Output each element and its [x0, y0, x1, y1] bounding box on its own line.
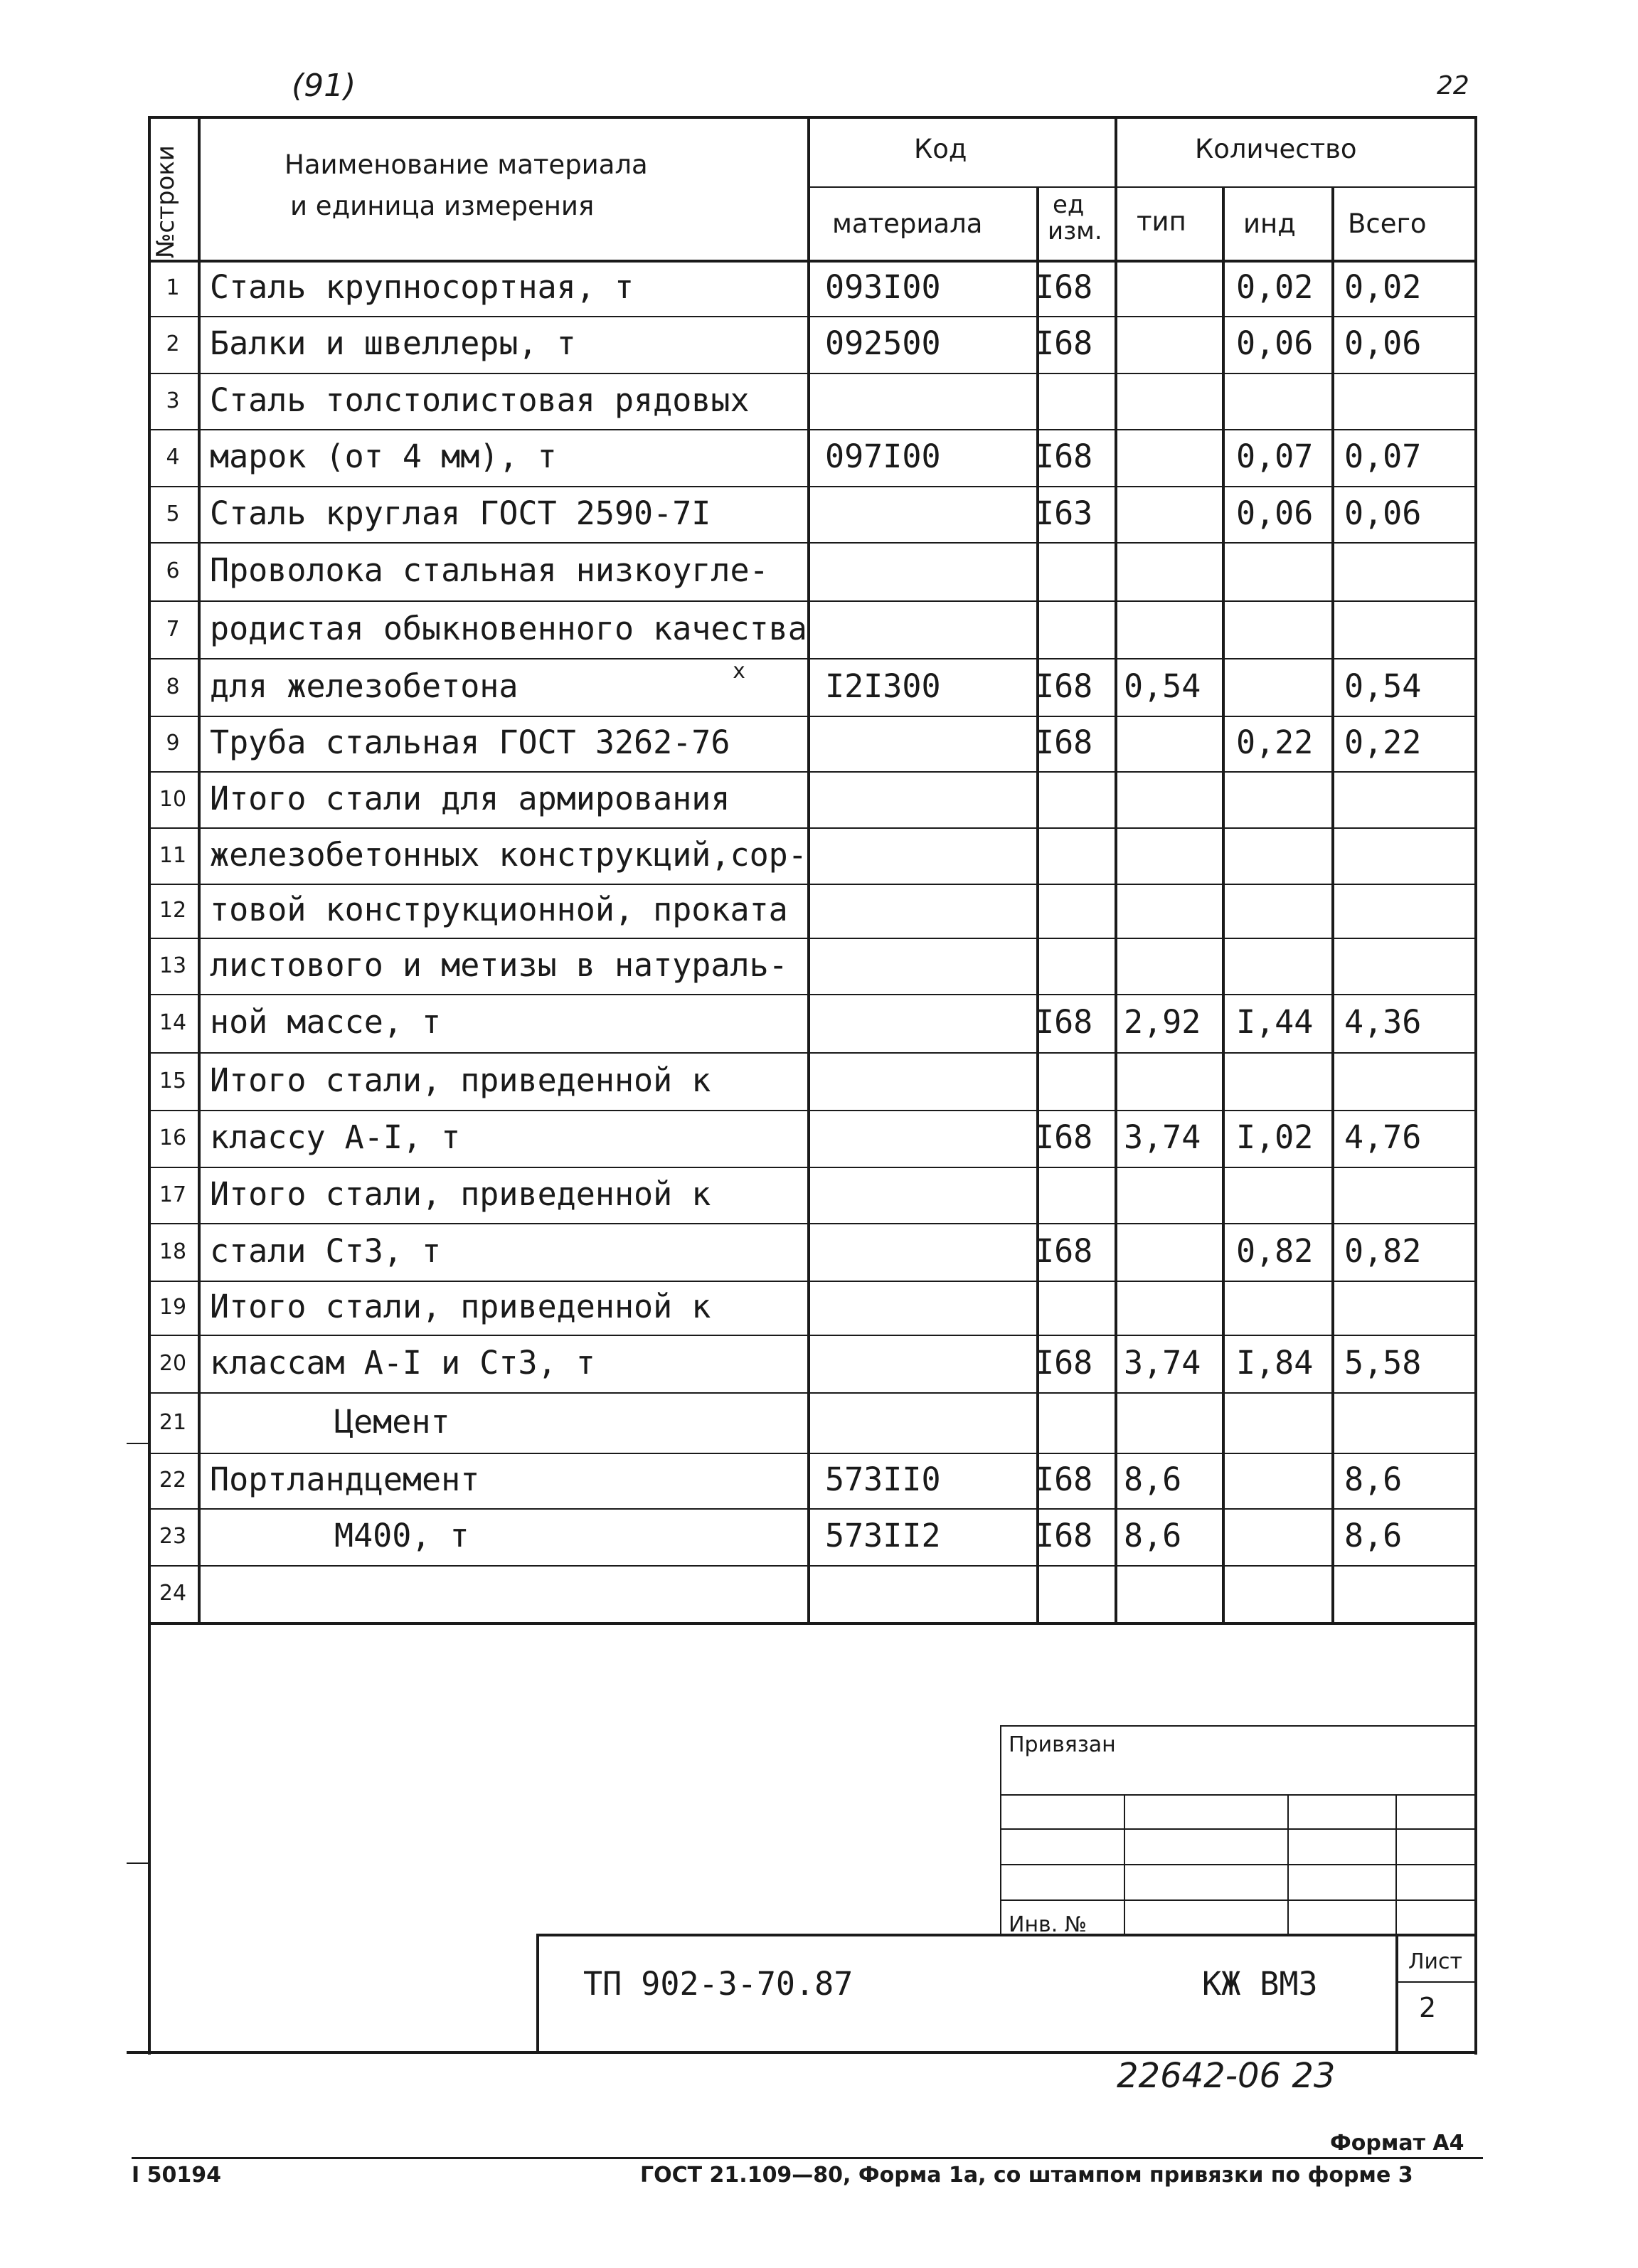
- row-number: 17: [159, 1182, 187, 1207]
- material-name: Итого стали, приведенной к: [210, 1288, 711, 1325]
- material-name: Цемент: [334, 1402, 450, 1441]
- column-line: [807, 116, 810, 1622]
- material-name: Балки и швеллеры, т: [210, 324, 576, 362]
- qty-total: 0,06: [1344, 494, 1422, 532]
- stamp-line: [1000, 1794, 1477, 1796]
- unit-code: I68: [1035, 1118, 1093, 1156]
- column-line: [1115, 116, 1117, 1622]
- row-number: 14: [159, 1010, 187, 1035]
- row-number: 8: [166, 674, 180, 699]
- row-number: 12: [159, 898, 187, 923]
- row-line: [148, 600, 1477, 602]
- stamp-line: [1395, 1934, 1398, 2051]
- unit-code: I68: [1035, 1517, 1093, 1554]
- row-number: 4: [166, 445, 180, 470]
- material-name: ной массе, т: [210, 1003, 442, 1041]
- row-line: [148, 827, 1477, 829]
- row-line: [148, 994, 1477, 995]
- qty-total: 0,02: [1344, 267, 1422, 306]
- row-number: 3: [166, 388, 180, 413]
- handwritten-number: 22642-06 23: [1117, 2056, 1336, 2096]
- material-name: Портландцемент: [210, 1461, 480, 1498]
- frame-bottom-line: [127, 2051, 1477, 2054]
- name-header-line1: Наименование материала: [284, 149, 648, 180]
- row-line: [148, 486, 1477, 487]
- quantity-header: Количество: [1195, 134, 1357, 164]
- row-line: [148, 1508, 1477, 1510]
- unit-code: I68: [1035, 1461, 1093, 1498]
- stamp-line: [536, 1934, 1477, 1936]
- stamp-line: [1395, 1981, 1477, 1983]
- column-line: [1036, 186, 1039, 1622]
- stamp-line: [1000, 1725, 1001, 1934]
- margin-tick: [127, 1443, 148, 1444]
- stamp-line: [1124, 1794, 1125, 1934]
- row-line: [148, 1392, 1477, 1394]
- row-line: [148, 1167, 1477, 1168]
- footnote-mark: x: [733, 658, 746, 684]
- stamp-line: [1000, 1899, 1477, 1901]
- qty-total: 0,07: [1344, 438, 1422, 475]
- row-number: 9: [166, 731, 180, 756]
- row-line: [148, 429, 1477, 430]
- stamp-line: [1395, 1794, 1397, 1934]
- column-line: [1222, 186, 1225, 1622]
- row-line: [148, 373, 1477, 374]
- table-top-line: [148, 116, 1477, 119]
- row-line: [148, 1453, 1477, 1454]
- row-line: [148, 542, 1477, 544]
- typ-header: тип: [1137, 206, 1186, 237]
- stamp-line: [1287, 1794, 1289, 1934]
- qty-total: 0,82: [1344, 1231, 1422, 1270]
- qty-total: 8,6: [1344, 1461, 1403, 1498]
- material-code-header: материала: [832, 208, 983, 239]
- material-name: М400, т: [334, 1517, 469, 1554]
- stamp-line: [1000, 1828, 1477, 1830]
- footer-standard: ГОСТ 21.109—80, Форма 1а, со штампом привязки по форме 3: [640, 2163, 1413, 2188]
- format-label: Формат А4: [1330, 2131, 1464, 2156]
- material-name: листового и метизы в натураль-: [210, 945, 788, 984]
- ind-header: инд: [1243, 208, 1296, 239]
- top-left-mark: (91): [292, 68, 356, 104]
- material-code: 093I00: [825, 267, 941, 306]
- material-code: 092500: [825, 324, 941, 362]
- unit-code: I68: [1035, 667, 1093, 705]
- material-name: Проволока стальная низкоугле-: [210, 551, 769, 589]
- row-number: 5: [166, 501, 180, 526]
- total-header: Всего: [1348, 208, 1427, 239]
- row-line: [148, 1052, 1477, 1054]
- table-bottom-line: [148, 1622, 1477, 1625]
- material-name: классу А-I, т: [210, 1118, 461, 1156]
- material-name: товой конструкционной, проката: [210, 891, 788, 928]
- row-line: [148, 658, 1477, 659]
- row-line: [148, 1223, 1477, 1224]
- row-number: 21: [159, 1409, 187, 1435]
- column-line: [198, 116, 201, 1622]
- qty-typ: 2,92: [1124, 1003, 1201, 1041]
- qty-typ: 0,54: [1124, 667, 1201, 705]
- qty-ind: I,44: [1236, 1003, 1314, 1041]
- name-header-line2: и единица измерения: [290, 191, 595, 221]
- material-name: Сталь крупносортная, т: [210, 267, 634, 306]
- material-name: Труба стальная ГОСТ 3262-76: [210, 724, 730, 761]
- row-line: [148, 1281, 1477, 1282]
- material-name: марок (от 4 мм), т: [210, 438, 557, 475]
- row-number: 16: [159, 1125, 187, 1150]
- qty-typ: 8,6: [1124, 1461, 1182, 1498]
- row-number: 20: [159, 1350, 187, 1376]
- sheet-label: Лист: [1408, 1949, 1463, 1974]
- qty-typ: 3,74: [1124, 1343, 1201, 1382]
- qty-total: 0,22: [1344, 724, 1422, 761]
- row-number: 23: [159, 1524, 187, 1549]
- qty-total: 0,06: [1344, 324, 1422, 362]
- unit-code: I68: [1035, 1231, 1093, 1270]
- qty-ind: 0,02: [1236, 267, 1314, 306]
- qty-ind: 0,06: [1236, 494, 1314, 532]
- unit-code: I68: [1035, 438, 1093, 475]
- row-number: 22: [159, 1468, 187, 1493]
- row-line: [148, 884, 1477, 885]
- material-name: стали Ст3, т: [210, 1231, 442, 1270]
- qty-total: 8,6: [1344, 1517, 1403, 1554]
- row-line: [148, 1335, 1477, 1336]
- qty-total: 4,76: [1344, 1118, 1422, 1156]
- row-number: 1: [166, 275, 180, 300]
- stamp-line: [1000, 1864, 1477, 1865]
- qty-total: 5,58: [1344, 1343, 1422, 1382]
- row-number: 18: [159, 1239, 187, 1264]
- unit-header-line1: ед: [1053, 191, 1085, 219]
- row-number: 2: [166, 332, 180, 356]
- material-code: 573II2: [825, 1517, 941, 1554]
- material-name: родистая обыкновенного качества: [210, 609, 807, 647]
- unit-header-line2: изм.: [1048, 217, 1102, 245]
- row-number: 10: [159, 786, 187, 812]
- unit-code: I68: [1035, 267, 1093, 306]
- margin-tick: [127, 1862, 148, 1864]
- row-number-header: №строки: [151, 145, 180, 258]
- qty-ind: I,84: [1236, 1343, 1314, 1382]
- material-code: 573II0: [825, 1461, 941, 1498]
- material-code: I2I300: [825, 667, 941, 705]
- qty-ind: 0,06: [1236, 324, 1314, 362]
- unit-code: I68: [1035, 324, 1093, 362]
- header-mid-line: [807, 186, 1474, 188]
- unit-code: I68: [1035, 1003, 1093, 1041]
- stamp-line: [536, 1934, 539, 2051]
- row-line: [148, 716, 1477, 717]
- row-number: 19: [159, 1295, 187, 1320]
- material-name: Сталь толстолистовая рядовых: [210, 381, 750, 419]
- qty-total: 0,54: [1344, 667, 1422, 705]
- qty-typ: 3,74: [1124, 1118, 1201, 1156]
- stamp-tied-label: Привязан: [1009, 1732, 1116, 1757]
- row-line: [148, 771, 1477, 773]
- stamp-inv-label: Инв. №: [1009, 1912, 1087, 1937]
- material-name: Сталь круглая ГОСТ 2590-7I: [210, 494, 711, 532]
- code-header: Код: [914, 134, 967, 164]
- unit-code: I63: [1035, 494, 1093, 532]
- frame-right-line: [1474, 116, 1477, 2055]
- row-line: [148, 316, 1477, 317]
- sheet-number: 2: [1419, 1992, 1437, 2023]
- material-name: Итого стали для армирования: [210, 779, 730, 817]
- qty-ind: 0,82: [1236, 1231, 1314, 1270]
- doc-code: ТП 902-3-70.87: [583, 1965, 853, 2003]
- footer-divider: [132, 2157, 1483, 2159]
- qty-typ: 8,6: [1124, 1517, 1182, 1554]
- material-name: Итого стали, приведенной к: [210, 1175, 711, 1213]
- column-line: [1331, 186, 1334, 1622]
- footer-left: I 50194: [132, 2163, 221, 2188]
- unit-code: I68: [1035, 724, 1093, 761]
- header-bottom-line: [148, 260, 1477, 263]
- row-line: [148, 938, 1477, 939]
- row-line: [148, 1110, 1477, 1111]
- row-number: 13: [159, 953, 187, 978]
- row-number: 15: [159, 1068, 187, 1093]
- material-name: железобетонных конструкций,сор-: [210, 835, 807, 874]
- row-line: [148, 1565, 1477, 1567]
- qty-ind: I,02: [1236, 1118, 1314, 1156]
- row-number: 6: [166, 558, 180, 583]
- top-right-mark: 22: [1437, 71, 1469, 100]
- row-number: 7: [166, 616, 180, 642]
- qty-total: 4,36: [1344, 1003, 1422, 1041]
- material-name: для железобетона: [210, 667, 518, 705]
- material-name: Итого стали, приведенной к: [210, 1061, 711, 1099]
- row-number: 24: [159, 1581, 187, 1606]
- material-code: 097I00: [825, 438, 941, 475]
- doc-mark: КЖ ВМ3: [1202, 1965, 1318, 2003]
- material-name: классам А-I и Ст3, т: [210, 1343, 595, 1382]
- row-number: 11: [159, 842, 187, 868]
- qty-ind: 0,22: [1236, 724, 1314, 761]
- stamp-line: [1000, 1725, 1477, 1727]
- unit-code: I68: [1035, 1343, 1093, 1382]
- qty-ind: 0,07: [1236, 438, 1314, 475]
